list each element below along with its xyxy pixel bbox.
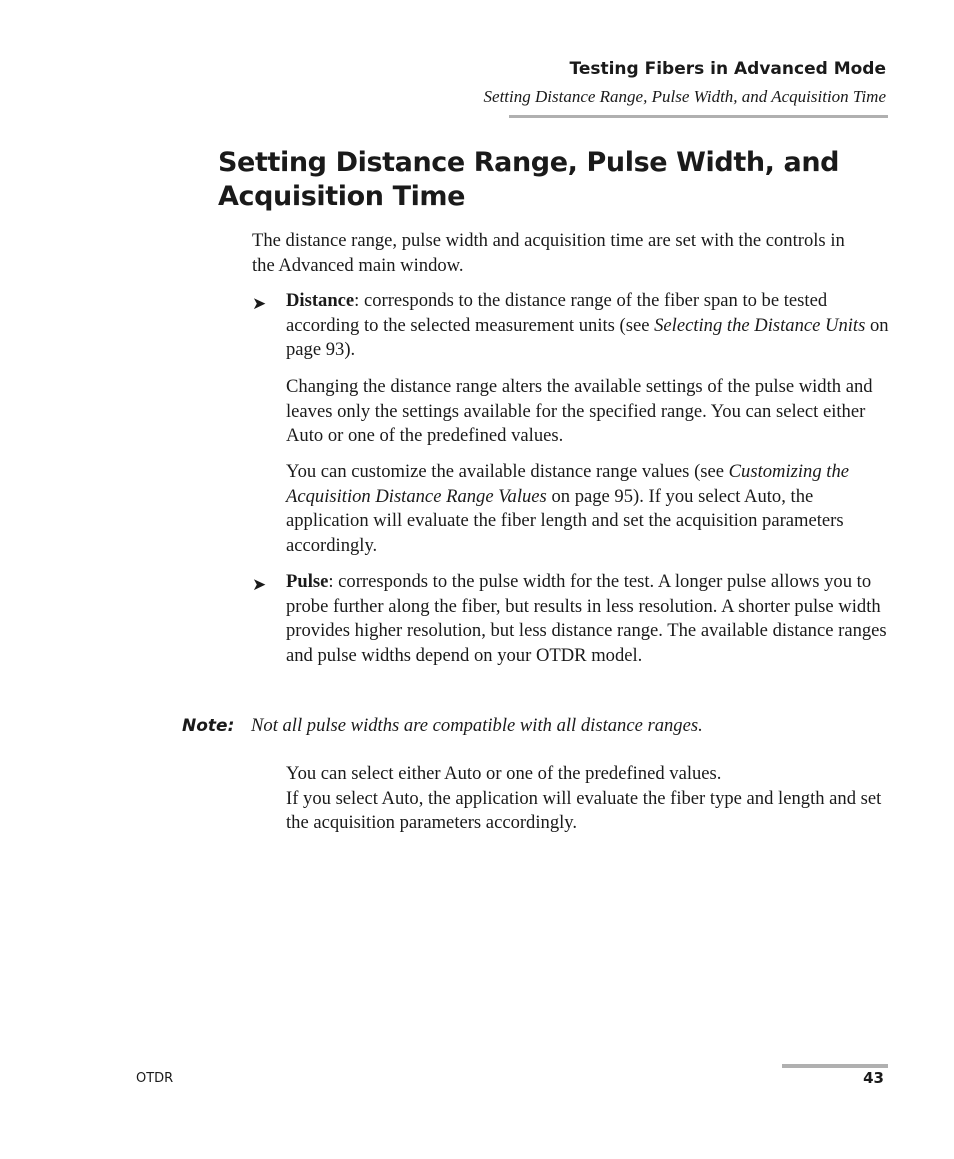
bullet-distance — [252, 289, 892, 363]
xref-customizing-ranges: Customizing the Acquisition Distance Range Values — [286, 461, 850, 507]
section-subtitle: Setting Distance Range, Pulse Width, and Acquisition Time — [483, 87, 886, 106]
arrow-bullet-icon: ➤ — [252, 294, 267, 314]
closing-line-2: If you select Auto, the application will evaluate the fiber type and length and set the acquisition parameters accordingly. — [286, 787, 882, 834]
distance-paragraph-3 — [286, 460, 890, 558]
bullet-pulse — [252, 570, 892, 668]
header-divider — [509, 115, 888, 118]
distance-description: : corresponds to the distance range of the fiber span to be tested according to the selected measurement units (see — [286, 290, 828, 336]
pulse-description: : corresponds to the pulse width for the test. A longer pulse allows you to probe further along the fiber, but results in less resolution. A shorter pulse width provides higher resolution, but less distance range. The available distance ranges and pulse widths depend on your OTDR model. — [286, 571, 887, 666]
distance-customize-rest: on page 95). If you select Auto, the application will evaluate the fiber length and set the acquisition parameters accordingly. — [286, 485, 844, 556]
note-label: Note: — [182, 716, 235, 736]
bullet-distance-text — [286, 289, 892, 363]
distance-customize-text: You can customize the available distance range values (see — [286, 461, 729, 482]
arrow-bullet-icon: ➤ — [252, 575, 267, 595]
distance-page-ref: on page 93). — [286, 314, 889, 361]
page-title-line-2: Acquisition Time — [218, 181, 466, 212]
note — [182, 714, 882, 739]
distance-paragraph-2: Changing the distance range alters the available settings of the pulse width and leaves only the settings available for the specified range. You can select either Auto or one of the predefined values. — [286, 376, 873, 447]
closing-block — [286, 762, 890, 836]
closing-line-1: You can select either Auto or one of the predefined values. — [286, 763, 722, 784]
footer-divider — [782, 1064, 888, 1068]
page-title — [218, 146, 898, 214]
page-title-line-1: Setting Distance Range, Pulse Width, and — [218, 147, 840, 178]
chapter-title: Testing Fibers in Advanced Mode — [569, 59, 886, 79]
term-pulse: Pulse — [286, 571, 329, 592]
note-text: Not all pulse widths are compatible with all distance ranges. — [251, 715, 703, 736]
term-distance: Distance — [286, 290, 355, 311]
xref-distance-units: Selecting the Distance Units — [654, 314, 866, 336]
running-header — [484, 58, 886, 108]
page-number: 43 — [863, 1069, 884, 1087]
bullet-pulse-text — [286, 570, 892, 668]
intro-paragraph: The distance range, pulse width and acquisition time are set with the controls in the Advanced main window. — [252, 230, 845, 276]
footer-product: OTDR — [136, 1071, 174, 1086]
